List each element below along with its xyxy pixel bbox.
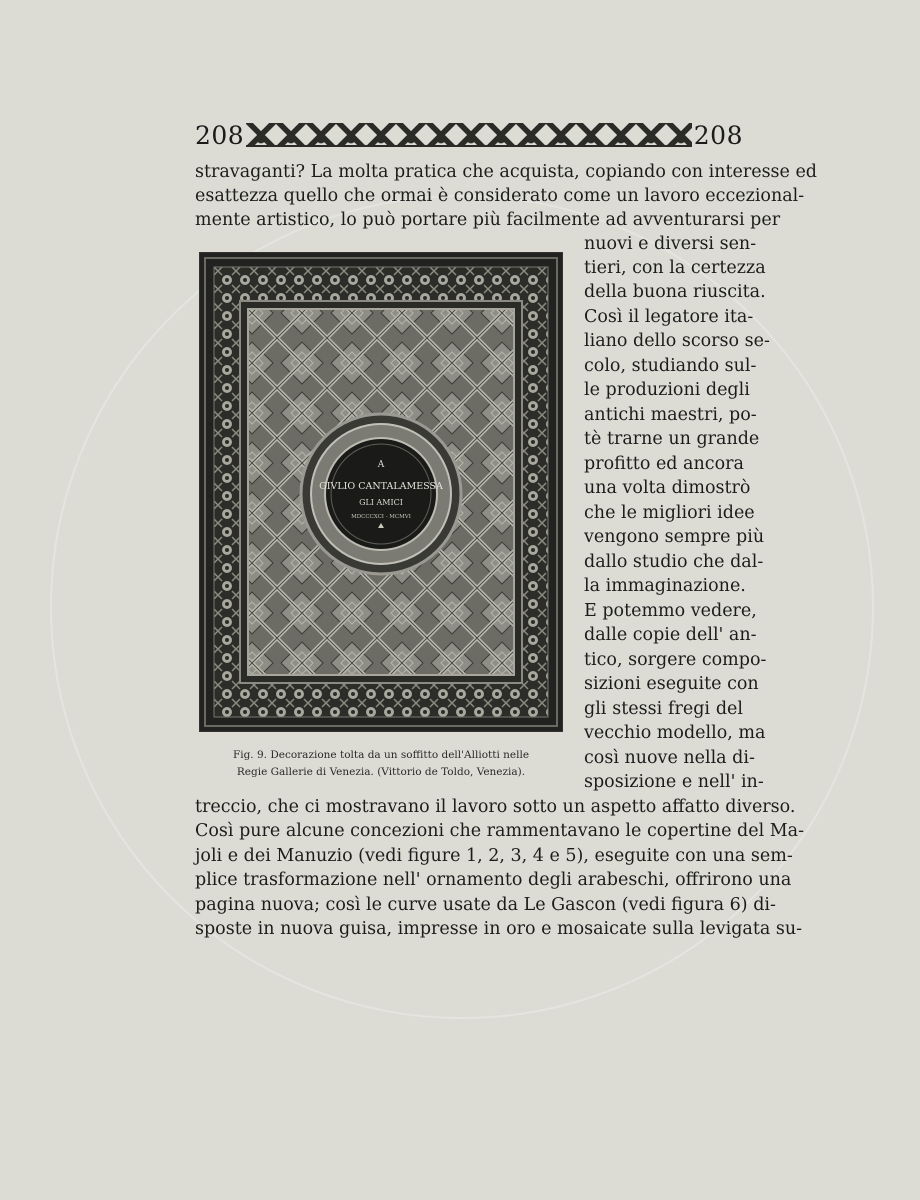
inscription-line2: GLI AMICI [359,498,403,507]
ornamental-frieze [246,123,692,147]
column-line: le produzioni degli [584,380,750,400]
inscription-name: GIVLIO CANTALAMESSA [319,481,443,492]
text-line: esattezza quello che ormai è considerato come un lavoro eccezional- [195,186,805,206]
text-line: joli e dei Manuzio (vedi figure 1, 2, 3, 4 e 5), eseguite con una sem- [195,846,793,866]
text-line: mente artistico, lo può portare più facilmente ad avventurarsi per [195,210,781,230]
column-line: antichi maestri, po- [584,405,757,425]
column-line: Così il legatore ita- [584,307,754,327]
text-line: treccio, che ci mostravano il lavoro sotto un aspetto affatto diverso. [195,797,796,817]
caption-line: Fig. 9. Decorazione tolta da un soffitto dell'Alliotti nelle [232,749,530,761]
page-number-left: 208 [195,120,245,150]
column-line: tè trarne un grande [584,429,760,449]
book-cover-figure [200,253,562,731]
column-line: una volta dimostrò [584,478,751,498]
column-line: dallo studio che dal- [584,552,764,572]
column-line: E potemmo vedere, [584,601,757,621]
column-line: colo, studiando sul- [584,356,757,376]
column-line: sposizione e nell' in- [584,772,764,792]
column-line: tieri, con la certezza [584,258,766,278]
text-line: stravaganti? La molta pratica che acquista, copiando con interesse ed [195,162,818,182]
column-line: sizioni eseguite con [584,674,759,694]
figure-caption [200,747,562,781]
text-line: pagina nuova; così le curve usate da Le Gascon (vedi figura 6) di- [195,895,776,915]
column-line: tico, sorgere compo- [584,650,767,670]
column-line: della buona riuscita. [584,282,766,302]
text-line: sposte in nuova guisa, impresse in oro e mosaicate sulla levigata su- [195,919,803,939]
page-header [195,120,743,150]
column-line: così nuove nella di- [584,748,755,768]
column-line: vecchio modello, ma [584,723,766,743]
column-line: che le migliori idee [584,503,755,523]
column-line: nuovi e diversi sen- [584,234,757,254]
column-line: gli stessi fregi del [584,699,743,719]
column-line: liano dello scorso se- [584,331,770,351]
column-line: la immaginazione. [584,576,746,596]
inscription-date: MDCCCXCI - MCMVI [351,514,411,520]
text-line: plice trasformazione nell' ornamento degli arabeschi, offrirono una [195,870,792,890]
column-line: dalle copie dell' an- [584,625,757,645]
inscription-dedication: A [377,460,385,470]
text-line: Così pure alcune concezioni che rammentavano le copertine del Ma- [195,821,805,841]
page-number-right: 208 [693,120,743,150]
column-line: profitto ed ancora [584,454,744,474]
column-line: vengono sempre più [584,527,765,547]
caption-line: Regie Gallerie di Venezia. (Vittorio de Toldo, Venezia). [236,766,526,778]
